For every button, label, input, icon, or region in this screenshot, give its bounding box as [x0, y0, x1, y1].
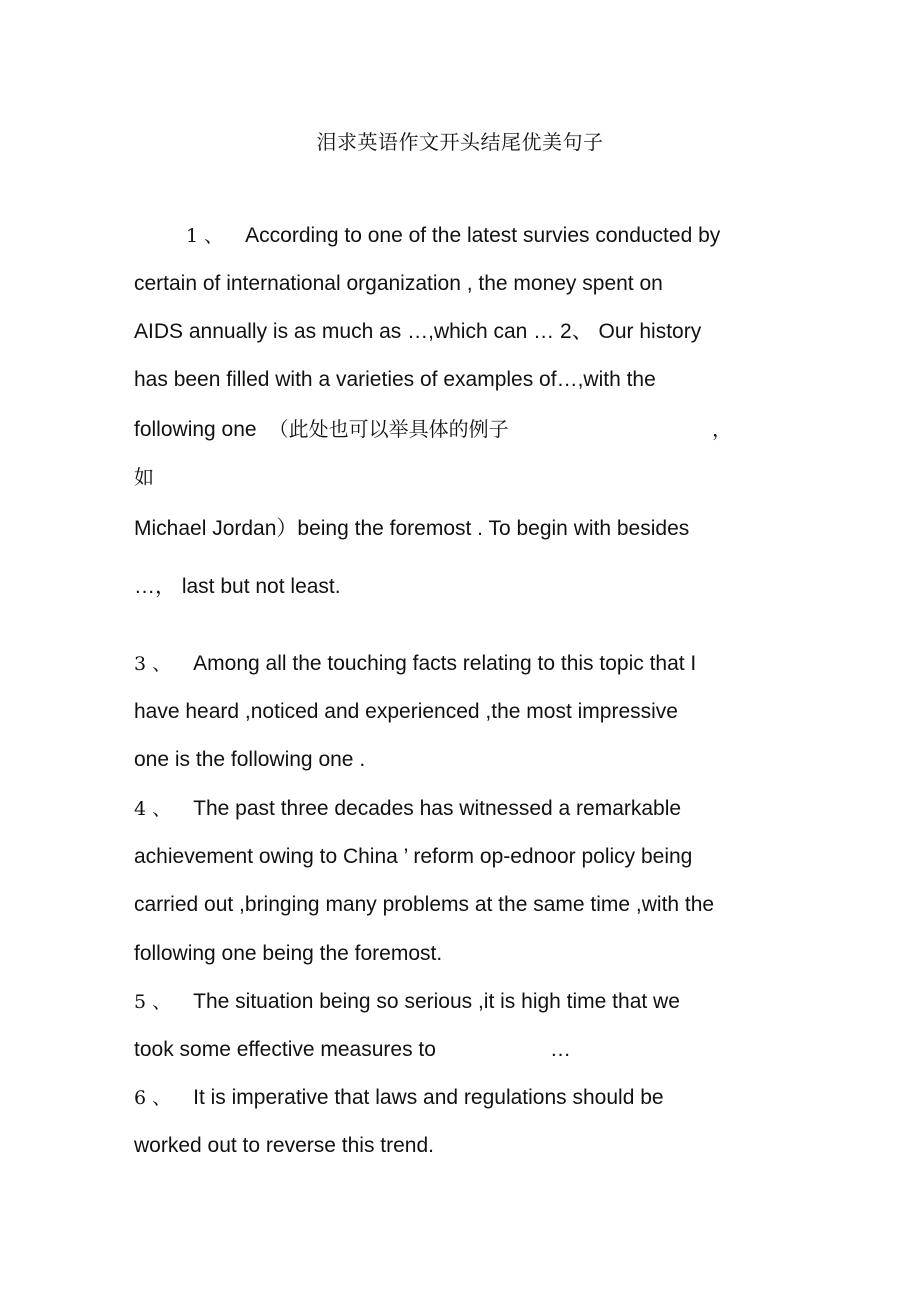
- line-text: certain of international organization , the money spent on: [134, 272, 663, 295]
- line-trail: ，: [712, 417, 732, 441]
- item-number: 4 、: [134, 798, 172, 820]
- text-line: [134, 366, 656, 394]
- line-text: According to one of the latest survies conducted by: [245, 224, 721, 247]
- text-line: [134, 940, 442, 968]
- item-number: 3 、: [134, 653, 172, 675]
- text-line: [134, 573, 341, 601]
- line-text: Among all the touching facts relating to this topic that I: [193, 652, 697, 675]
- text-line: [134, 1036, 436, 1064]
- item-number: 6 、: [134, 1087, 172, 1109]
- text-line-trail: [712, 415, 732, 444]
- text-line: [134, 988, 680, 1016]
- line-cjk-text: 如: [134, 465, 154, 489]
- item-number: 5 、: [134, 991, 172, 1013]
- text-line: [134, 1084, 664, 1112]
- line-text: It is imperative that laws and regulations should be: [193, 1086, 664, 1109]
- text-line-trail: [550, 1036, 571, 1064]
- line-text: following one: [134, 418, 257, 441]
- line-text: achievement owing to China ’ reform op-ednoor policy being: [134, 845, 693, 868]
- line-text: Michael Jordan）being the foremost . To begin with besides: [134, 517, 690, 540]
- line-text: The past three decades has witnessed a remarkable: [193, 797, 682, 820]
- text-line: [134, 795, 681, 823]
- line-text: took some effective measures to: [134, 1038, 436, 1061]
- text-line: [134, 698, 678, 726]
- line-trail: …: [550, 1038, 571, 1061]
- line-text: carried out ,bringing many problems at the same time ,with the: [134, 893, 715, 916]
- line-text: one is the following one .: [134, 748, 366, 771]
- text-line: [134, 891, 714, 919]
- text-line: [134, 843, 692, 871]
- text-line: [134, 515, 689, 543]
- line-text: …， last but not least.: [134, 575, 341, 598]
- text-line: [134, 415, 509, 444]
- text-line: [134, 650, 696, 678]
- text-line: [134, 1132, 434, 1160]
- text-line: [134, 746, 365, 774]
- text-line: [134, 463, 154, 492]
- item-number: 1 、: [186, 225, 224, 247]
- line-text: The situation being so serious ,it is high time that we: [193, 990, 680, 1013]
- document-title: 泪求英语作文开头结尾优美句子: [316, 130, 604, 154]
- line-text: have heard ,noticed and experienced ,the most impressive: [134, 700, 678, 723]
- line-text: has been filled with a varieties of examples of…,with the: [134, 368, 656, 391]
- text-line: [134, 318, 701, 346]
- line-text: AIDS annually is as much as …,which can … 2、 Our history: [134, 320, 702, 343]
- text-line: [186, 222, 720, 250]
- line-cjk-text: （此处也可以举具体的例子: [268, 417, 509, 441]
- line-text: following one being the foremost.: [134, 942, 443, 965]
- line-text: worked out to reverse this trend.: [134, 1134, 434, 1157]
- text-line: [134, 270, 663, 298]
